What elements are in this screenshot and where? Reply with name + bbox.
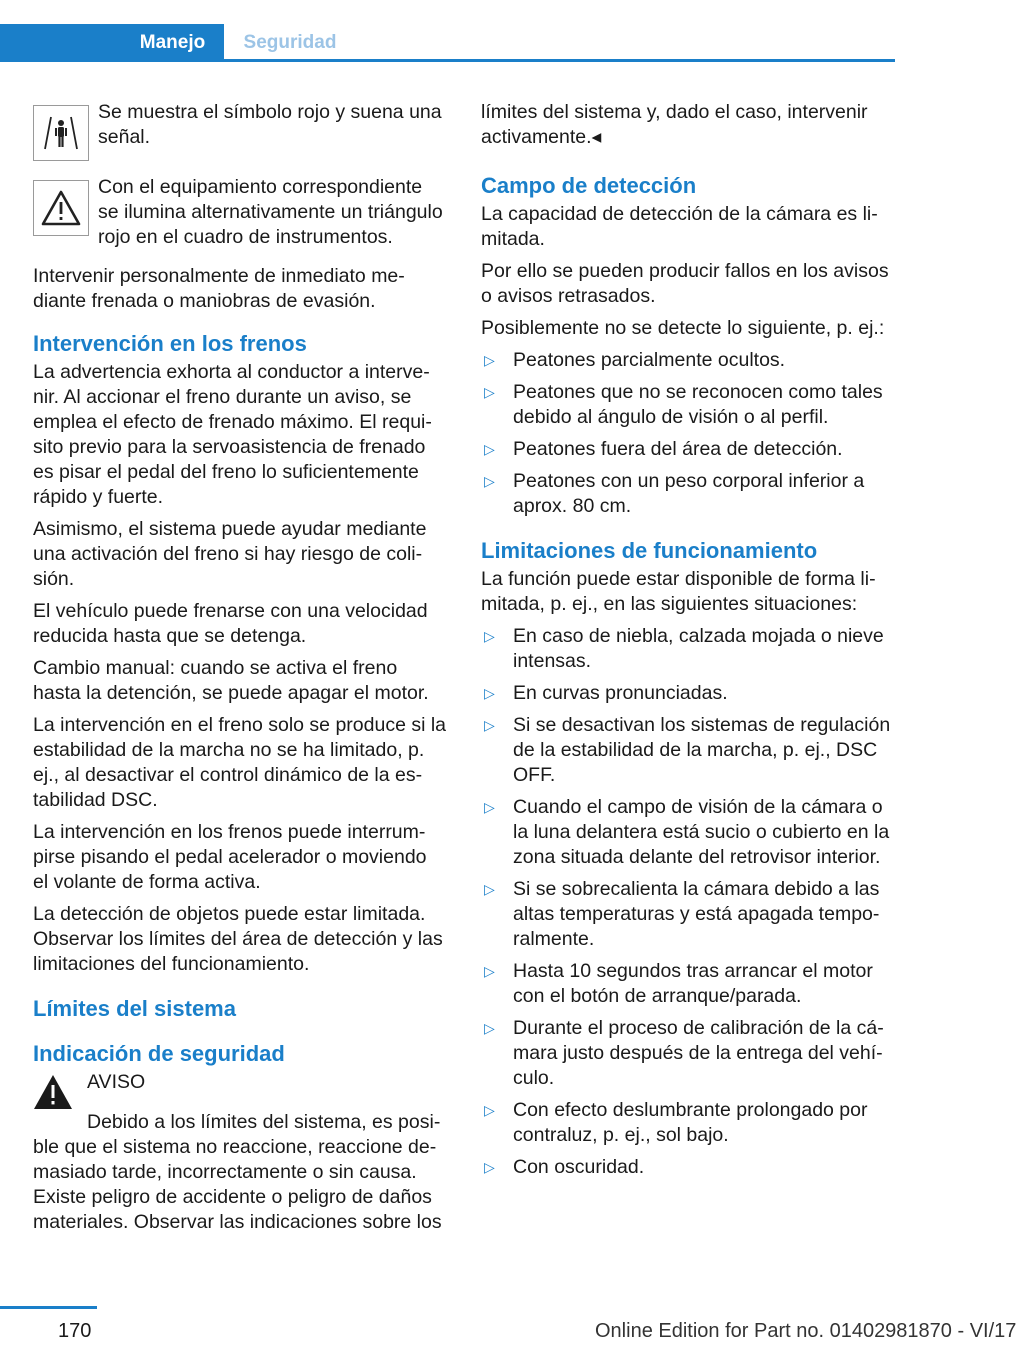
list-item: ▷ Peatones parcialmente ocultos. xyxy=(484,349,786,371)
bullet-triangle-icon: ▷ xyxy=(484,441,495,457)
heading-limitaciones-funcionamiento: Limitaciones de funcionamiento xyxy=(481,538,818,563)
bullet-triangle-icon: ▷ xyxy=(484,799,495,815)
bullet-triangle-icon: ▷ xyxy=(484,1159,495,1175)
bullet-list-deteccion xyxy=(481,348,895,519)
bullet-triangle-icon: ▷ xyxy=(484,717,495,733)
heading-intervencion-frenos: Intervención en los frenos xyxy=(33,331,307,356)
paragraph: La intervención en los frenos puede interrumpirse pisando el pedal acelerador o moviendo el volante de forma activa. xyxy=(33,821,427,893)
heading-limites-sistema: Límites del sistema xyxy=(33,996,236,1021)
edition-note: Online Edition for Part no. 01402981870 - VI/17 xyxy=(595,1320,1016,1342)
bullet-triangle-icon: ▷ xyxy=(484,628,495,644)
list-item: ▷ Peatones con un peso corporal inferior a aprox. 80 cm. xyxy=(484,470,865,517)
paragraph: La intervención en el freno solo se produce si la estabilidad de la marcha no se ha limitado, p. ej., al desactivar el control dinámico de la estabilidad DSC. xyxy=(33,714,447,811)
paragraph: La función puede estar disponible de forma limitada, p. ej., en las siguientes situaciones: xyxy=(481,568,876,615)
heading-indicacion-seguridad: Indicación de seguridad xyxy=(33,1041,285,1066)
list-item: ▷ Cuando el campo de visión de la cámara o la luna delantera está sucio o cubierto en la zona situada delante del retrovisor interior. xyxy=(484,796,890,868)
continuation-paragraph: límites del sistema y, dado el caso, intervenir activamente.◂ xyxy=(481,101,868,148)
list-item: ▷ Peatones fuera del área de detección. xyxy=(484,438,843,460)
list-item: ▷ En curvas pronunciadas. xyxy=(484,682,728,704)
icon-row-pedestrian xyxy=(33,100,447,161)
right-column xyxy=(481,100,895,1187)
icon-row-text: Se muestra el símbolo rojo y suena una señal. xyxy=(98,101,442,148)
paragraph: La capacidad de detección de la cámara es limitada. xyxy=(481,203,878,250)
tab-manejo[interactable]: Manejo xyxy=(121,24,224,62)
list-item: ▷ Con efecto deslumbrante prolongado por contraluz, p. ej., sol bajo. xyxy=(484,1099,868,1146)
paragraph: La detección de objetos puede estar limitada. Observar los límites del área de detección y las limitaciones del funcionamiento. xyxy=(33,903,443,975)
warning-title: AVISO xyxy=(87,1071,146,1093)
bullet-triangle-icon: ▷ xyxy=(484,881,495,897)
safety-warning xyxy=(33,1070,447,1110)
list-item: ▷ Si se desactivan los sistemas de regulación de la estabilidad de la marcha, p. ej., DSC OFF. xyxy=(484,714,891,786)
list-item: ▷ Con oscuridad. xyxy=(484,1156,645,1178)
page-number: 170 xyxy=(58,1320,92,1342)
list-item: ▷ Peatones que no se reconocen como tales debido al ángulo de visión o al perfil. xyxy=(484,381,883,428)
bullet-list-limitaciones xyxy=(481,624,895,1180)
warning-triangle-filled-icon xyxy=(33,1074,73,1110)
bullet-triangle-icon: ▷ xyxy=(484,1020,495,1036)
icon-row-text: Con el equipamiento correspondiente se ilumina alternativamente un triángulo rojo en el cuadro de instrumentos. xyxy=(98,176,443,248)
footer-divider xyxy=(0,1306,97,1309)
heading-campo-deteccion: Campo de detección xyxy=(481,173,697,198)
list-item: ▷ Si se sobrecalienta la cámara debido a las altas temperaturas y está apagada temporalmente. xyxy=(484,878,880,950)
paragraph: Asimismo, el sistema puede ayudar mediante una activación del freno si hay riesgo de colisión. xyxy=(33,518,427,590)
header-tabs xyxy=(0,24,895,62)
bullet-triangle-icon: ▷ xyxy=(484,685,495,701)
tab-seguridad[interactable]: Seguridad xyxy=(224,24,356,62)
bullet-triangle-icon: ▷ xyxy=(484,473,495,489)
paragraph: Posiblemente no se detecte lo siguiente, p. ej.: xyxy=(481,317,885,339)
header-accent-block xyxy=(0,24,121,62)
pedestrian-warning-icon xyxy=(33,105,89,161)
left-column xyxy=(33,100,447,1242)
list-item: ▷ Durante el proceso de calibración de la cámara justo después de la entrega del vehículo. xyxy=(484,1017,884,1089)
paragraph: El vehículo puede frenarse con una velocidad reducida hasta que se detenga. xyxy=(33,600,428,647)
bullet-triangle-icon: ▷ xyxy=(484,963,495,979)
intro-paragraph: Intervenir personalmente de inmediato mediante frenada o maniobras de evasión. xyxy=(33,265,405,312)
paragraph: Por ello se pueden producir fallos en los avisos o avisos retrasados. xyxy=(481,260,889,307)
warning-text: Debido a los límites del sistema, es posible que el sistema no reaccione, reaccione demasiado tarde, incorrectamente o sin causa. Existe peligro de accidente o peligro de daños materiales. Observar las indicaciones sobre los xyxy=(33,1111,442,1233)
list-item: ▷ En caso de niebla, calzada mojada o nieve intensas. xyxy=(484,625,884,672)
bullet-triangle-icon: ▷ xyxy=(484,352,495,368)
list-item: ▷ Hasta 10 segundos tras arrancar el motor con el botón de arranque/parada. xyxy=(484,960,873,1007)
paragraph: Cambio manual: cuando se activa el freno hasta la detención, se puede apagar el motor. xyxy=(33,657,429,704)
icon-row-triangle xyxy=(33,175,447,250)
bullet-triangle-icon: ▷ xyxy=(484,1102,495,1118)
bullet-triangle-icon: ▷ xyxy=(484,384,495,400)
header-divider xyxy=(0,59,895,62)
warning-triangle-icon xyxy=(33,180,89,236)
paragraph: La advertencia exhorta al conductor a intervenir. Al accionar el freno durante un aviso, se emplea el efecto de frenado máximo. El requisito previo para la servoasistencia de frenado es pisar el pedal del freno lo suficientemente rápido y fuerte. xyxy=(33,361,432,508)
